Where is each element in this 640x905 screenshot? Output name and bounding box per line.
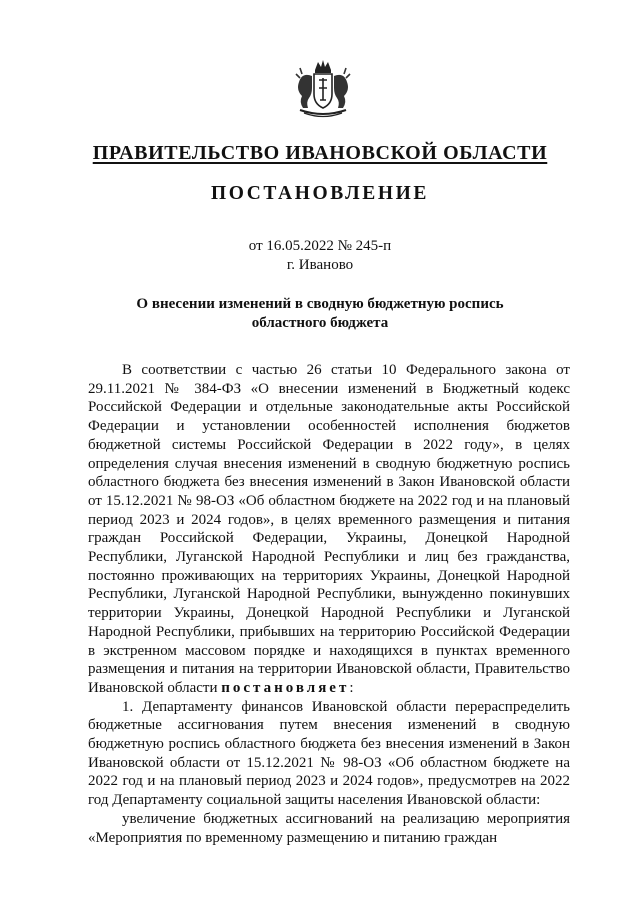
decree-word: постановляет [221, 679, 350, 696]
clause-1-paragraph: 1. Департаменту финансов Ивановской области перераспределить бюджетные ассигнования путем внесения изменений в сводную бюджетную роспись областного бюджета без внесения изменений в Закон Ивановской области от 15.12.2021 № 98-ОЗ «Об областном бюджете на 2022 год и на плановый период 2023 и 2024 годов», предусмотрев на 2022 год Департаменту социальной защиты населения Ивановской области: [88, 698, 570, 809]
document-subject-line-1: О внесении изменений в сводную бюджетную роспись [136, 296, 504, 312]
preamble-paragraph [88, 361, 570, 698]
preamble-colon: : [349, 679, 354, 696]
document-type-title: ПОСТАНОВЛЕНИЕ [210, 183, 430, 204]
clause-1-item-paragraph: увеличение бюджетных ассигнований на реализацию мероприятия «Мероприятия по временному размещению и питанию граждан [88, 810, 570, 846]
document-subject-line-2: областного бюджета [251, 315, 389, 331]
date-and-number: от 16.05.2022 № 245-п [248, 238, 392, 254]
document-body [88, 361, 570, 847]
government-title: ПРАВИТЕЛЬСТВО ИВАНОВСКОЙ ОБЛАСТИ [92, 142, 548, 164]
preamble-text: В соответствии с частью 26 статьи 10 Федерального закона от 29.11.2021 № 384-ФЗ «О внесении изменений в Бюджетный кодекс Российской Федерации и отдельные законодательные акты Российской Федерации и установлении особенностей исполнения бюджетов бюджетной системы Российской Федерации в 2022 году», в целях определения случая внесения изменений в сводную бюджетную роспись областного бюджета без внесения изменений в Закон Ивановской области от 15.12.2021 № 98-ОЗ «Об областном бюджете на 2022 год и на плановый период 2023 и 2024 годов», в целях временного размещения и питания граждан Российской Федерации, Украины, Донецкой Народной Республики, Луганской Народной Республики и лиц без гражданства, постоянно проживающих на территориях Украины, Донецкой Народной Республики, Луганской Народной Республики, вынужденно покинувших территории Украины, Донецкой Народной Республики и Луганской Народной Республики, прибывших на территорию Российской Федерации в экстренном массовом порядке и находящихся в пунктах временного размещения и питания на территории Ивановской области, Правительство Ивановской области [88, 362, 570, 696]
ivanovo-coat-of-arms-icon [290, 58, 356, 120]
city-name: г. Иваново [286, 257, 354, 273]
